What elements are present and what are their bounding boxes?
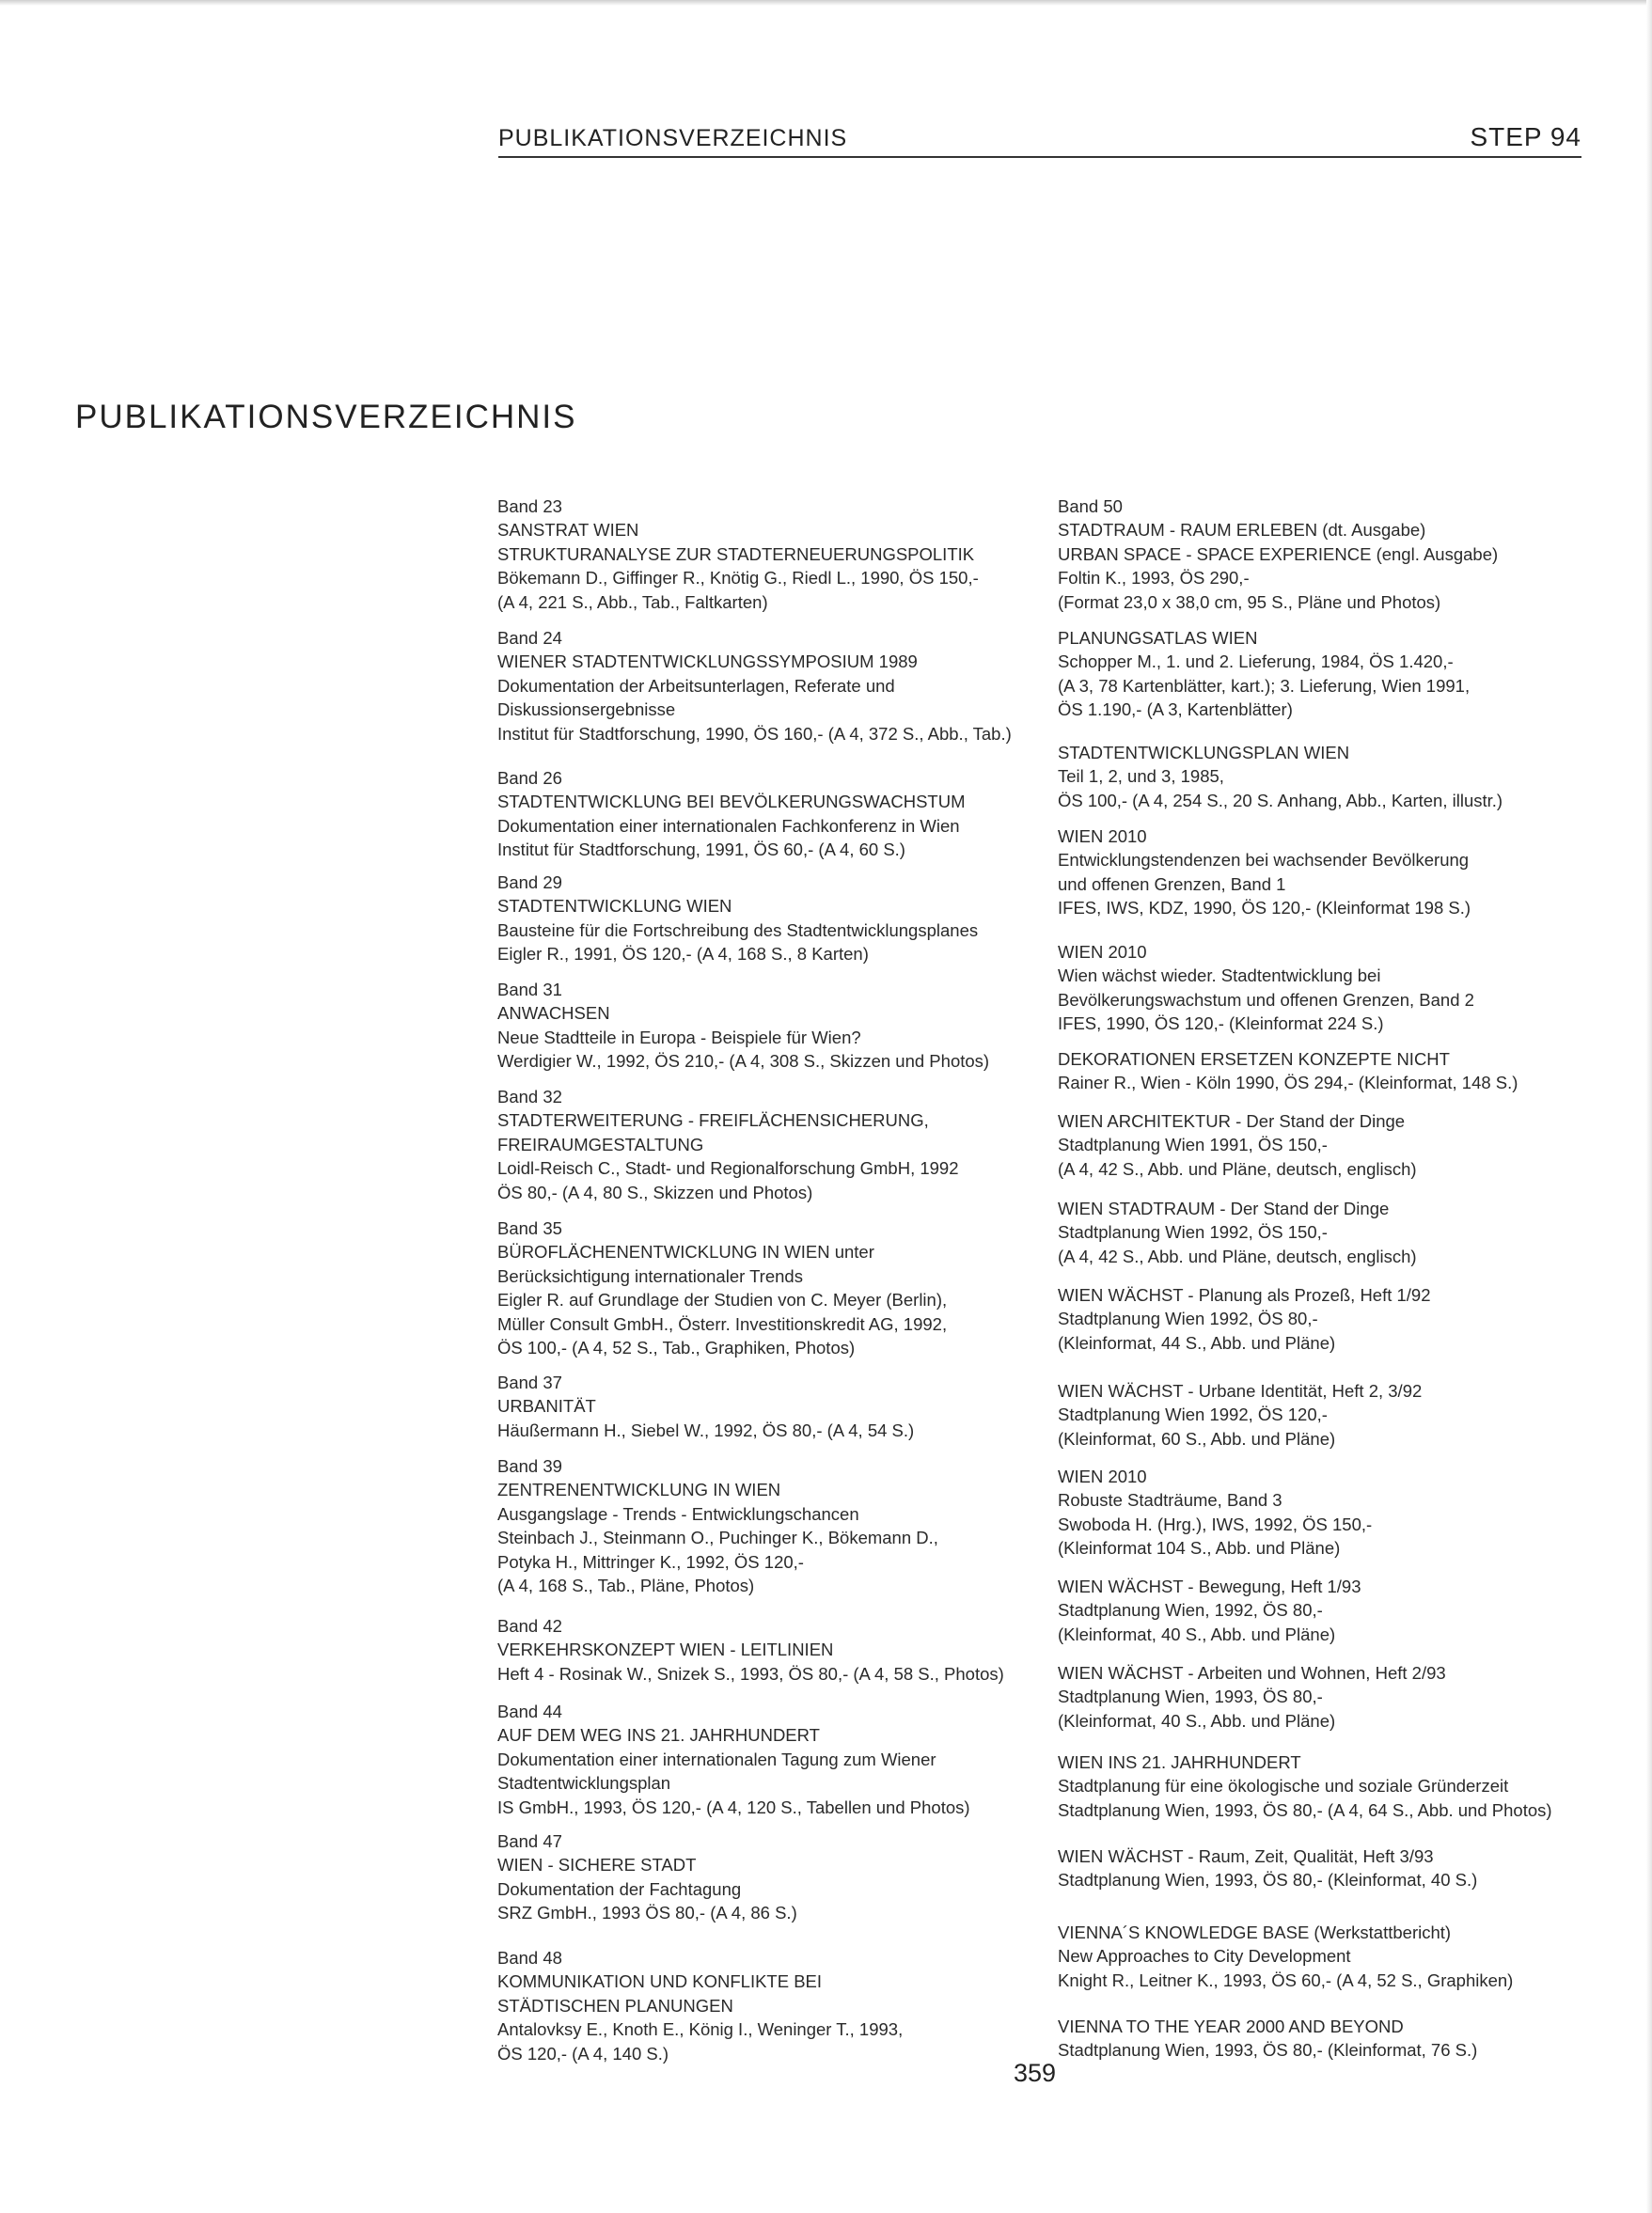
scan-edge [0,0,1652,6]
entry-line: SANSTRAT WIEN [497,520,639,541]
entry-line: ÖS 100,- (A 4, 254 S., 20 S. Anhang, Abb., Karten, illustr.) [1058,790,1503,810]
entry-line: Bausteine für die Fortschreibung des Stadtentwicklungsplanes [497,919,979,940]
entry-line: (Kleinformat, 60 S., Abb. und Pläne) [1058,1428,1336,1449]
entry-line: Robuste Stadträume, Band 3 [1058,1490,1282,1511]
entry-heading: Band 42 [497,1616,562,1636]
entry-line: ANWACHSEN [497,1003,610,1024]
entry-line: STADTRAUM - RAUM ERLEBEN (dt. Ausgabe) [1058,520,1426,541]
entry-heading: VIENNA´S KNOWLEDGE BASE (Werkstattbericht) [1058,1923,1452,1942]
entry-line: (A 4, 221 S., Abb., Tab., Faltkarten) [497,591,768,612]
entry-line: IS GmbH., 1993, ÖS 120,- (A 4, 120 S., Tabellen und Photos) [497,1797,970,1817]
entry-line: Stadtentwicklungsplan [497,1773,671,1794]
entry-line: Swoboda H. (Hrg.), IWS, 1992, ÖS 150,- [1058,1514,1373,1534]
entry-line: ÖS 1.190,- (A 3, Kartenblätter) [1058,699,1293,720]
entry-line: Stadtplanung Wien, 1993, ÖS 80,- (Kleinformat, 76 S.) [1058,2040,1478,2061]
running-head-section: PUBLIKATIONSVERZEICHNIS [498,125,848,151]
entry-line: Neue Stadtteile in Europa - Beispiele für Wien? [497,1027,861,1047]
entry-line: STADTERWEITERUNG - FREIFLÄCHENSICHERUNG, [497,1110,929,1131]
right-entry [1058,1047,1518,1095]
left-entry [497,1216,947,1359]
right-entry [1058,824,1471,920]
entry-line: STÄDTISCHEN PLANUNGEN [497,1995,733,2016]
entry-line: Dokumentation der Fachtagung [497,1878,742,1899]
right-entry [1058,1661,1446,1733]
entry-heading: WIEN WÄCHST - Urbane Identität, Heft 2, 3/92 [1058,1381,1423,1401]
entry-line: STADTENTWICKLUNG BEI BEVÖLKERUNGSWACHSTUM [497,792,966,812]
entry-line: Steinbach J., Steinmann O., Puchinger K., Bökemann D., [497,1528,938,1548]
left-entry [497,1085,959,1204]
left-entry [497,978,989,1074]
right-entry [1058,741,1503,812]
entry-line: Stadtplanung Wien, 1993, ÖS 80,- [1058,1687,1323,1707]
entry-line: Knight R., Leitner K., 1993, ÖS 60,- (A 4, 52 S., Graphiken) [1058,1970,1514,1990]
entry-line: WIENER STADTENTWICKLUNGSSYMPOSIUM 1989 [497,651,918,672]
entry-heading: WIEN WÄCHST - Bewegung, Heft 1/93 [1058,1577,1361,1596]
entry-heading: Band 26 [497,768,562,788]
entry-line: Bevölkerungswachstum und offenen Grenzen, Band 2 [1058,989,1474,1010]
entry-heading: WIEN INS 21. JAHRHUNDERT [1058,1752,1301,1772]
entry-line: Antalovksy E., Knoth E., König I., Weninger T., 1993, [497,2019,904,2040]
entry-line: Institut für Stadtforschung, 1991, ÖS 60,- (A 4, 60 S.) [497,840,905,860]
entry-line: Institut für Stadtforschung, 1990, ÖS 160,- (A 4, 372 S., Abb., Tab.) [497,723,1012,744]
right-entry [1058,1465,1372,1561]
right-entry [1058,494,1498,614]
page-number: 359 [1014,2059,1057,2087]
entry-line: STRUKTURANALYSE ZUR STADTERNEUERUNGSPOLITIK [497,543,975,564]
entry-line: SRZ GmbH., 1993 ÖS 80,- (A 4, 86 S.) [497,1903,797,1923]
entry-line: ÖS 120,- (A 4, 140 S.) [497,2043,669,2064]
entry-line: Entwicklungstendenzen bei wachsender Bevölkerung [1058,850,1470,871]
entry-line: Wien wächst wieder. Stadtentwicklung bei [1058,965,1381,986]
entry-line: WIEN - SICHERE STADT [497,1855,697,1876]
entry-line: Werdigier W., 1992, ÖS 210,- (A 4, 308 S., Skizzen und Photos) [497,1051,990,1072]
entry-heading: Band 31 [497,980,562,999]
entry-line: New Approaches to City Development [1058,1946,1351,1967]
entry-line: ÖS 80,- (A 4, 80 S., Skizzen und Photos) [497,1182,813,1202]
entry-line: Eigler R., 1991, ÖS 120,- (A 4, 168 S., 8 Karten) [497,944,869,965]
left-entry [497,1829,797,1925]
entry-line: (A 4, 168 S., Tab., Pläne, Photos) [497,1576,755,1596]
left-entry [497,1454,938,1597]
entry-line: Berücksichtigung internationaler Trends [497,1265,803,1286]
entry-line: (Kleinformat 104 S., Abb. und Pläne) [1058,1538,1341,1559]
entry-line: URBANITÄT [497,1396,596,1417]
entry-line: ÖS 100,- (A 4, 52 S., Tab., Graphiken, Photos) [497,1338,856,1358]
entry-line: AUF DEM WEG INS 21. JAHRHUNDERT [497,1725,820,1746]
entry-heading: WIEN STADTRAUM - Der Stand der Dinge [1058,1199,1390,1218]
entry-line: Foltin K., 1993, ÖS 290,- [1058,568,1250,589]
entry-heading: WIEN WÄCHST - Planung als Prozeß, Heft 1/92 [1058,1285,1431,1305]
entry-line: Bökemann D., Giffinger R., Knötig G., Riedl L., 1990, ÖS 150,- [497,568,979,589]
entry-line: Stadtplanung für eine ökologische und soziale Gründerzeit [1058,1776,1509,1797]
entry-line: Müller Consult GmbH., Österr. Investitionskredit AG, 1992, [497,1313,948,1334]
entry-line: Rainer R., Wien - Köln 1990, ÖS 294,- (Kleinformat, 148 S.) [1058,1073,1518,1093]
page-title: PUBLIKATIONSVERZEICHNIS [75,399,577,435]
left-entry [497,1614,1004,1686]
entry-line: Heft 4 - Rosinak W., Snizek S., 1993, ÖS 80,- (A 4, 58 S., Photos) [497,1663,1004,1684]
entry-line: (A 4, 42 S., Abb. und Pläne, deutsch, englisch) [1058,1158,1417,1179]
left-entry [497,626,1012,746]
right-entry [1058,1575,1361,1646]
entry-heading: Band 44 [497,1702,562,1721]
entry-line: Dokumentation der Arbeitsunterlagen, Referate und [497,675,895,696]
entry-line: BÜROFLÄCHENENTWICKLUNG IN WIEN unter [497,1242,874,1263]
entry-heading: Band 23 [497,496,562,516]
right-entry [1058,1844,1477,1892]
entry-line: Ausgangslage - Trends - Entwicklungschancen [497,1503,859,1524]
entry-line: Stadtplanung Wien, 1993, ÖS 80,- (A 4, 64 S., Abb. und Photos) [1058,1799,1552,1820]
entry-heading: WIEN WÄCHST - Raum, Zeit, Qualität, Heft 3/93 [1058,1846,1434,1866]
running-head-series: STEP 94 [1470,122,1581,151]
entry-heading: DEKORATIONEN ERSETZEN KONZEPTE NICHT [1058,1049,1450,1069]
entry-heading: Band 47 [497,1831,562,1851]
entry-line: (Kleinformat, 40 S., Abb. und Pläne) [1058,1624,1336,1644]
entry-line: und offenen Grenzen, Band 1 [1058,873,1286,894]
entry-line: Teil 1, 2, und 3, 1985, [1058,766,1224,787]
right-entry [1058,1109,1417,1181]
entry-heading: Band 39 [497,1456,562,1476]
entry-line: STADTENTWICKLUNG WIEN [497,896,732,917]
entry-heading: PLANUNGSATLAS WIEN [1058,628,1258,648]
entry-heading: WIEN ARCHITEKTUR - Der Stand der Dinge [1058,1111,1406,1131]
entry-line: Schopper M., 1. und 2. Lieferung, 1984, ÖS 1.420,- [1058,651,1454,672]
left-entry [497,766,966,862]
entry-line: Loidl-Reisch C., Stadt- und Regionalforschung GmbH, 1992 [497,1158,959,1179]
right-entry [1058,940,1474,1036]
entry-line: Stadtplanung Wien 1991, ÖS 150,- [1058,1135,1328,1155]
entry-heading: WIEN 2010 [1058,1467,1147,1486]
entry-line: Eigler R. auf Grundlage der Studien von C. Meyer (Berlin), [497,1290,948,1311]
entry-line: Stadtplanung Wien, 1993, ÖS 80,- (Kleinformat, 40 S.) [1058,1870,1478,1891]
entry-line: IFES, IWS, KDZ, 1990, ÖS 120,- (Kleinformat 198 S.) [1058,898,1471,918]
entry-line: (A 3, 78 Kartenblätter, kart.); 3. Lieferung, Wien 1991, [1058,675,1471,696]
right-entry [1058,2015,1477,2063]
entry-line: ZENTRENENTWICKLUNG IN WIEN [497,1480,781,1500]
entry-heading: Band 32 [497,1087,562,1106]
entry-heading: Band 50 [1058,496,1123,516]
entry-line: KOMMUNIKATION UND KONFLIKTE BEI [497,1971,823,1992]
entry-line: Stadtplanung Wien, 1992, ÖS 80,- [1058,1600,1323,1621]
entry-heading: Band 24 [497,628,562,648]
entry-heading: VIENNA TO THE YEAR 2000 AND BEYOND [1058,2017,1404,2036]
entry-line: FREIRAUMGESTALTUNG [497,1134,704,1154]
entry-heading: STADTENTWICKLUNGSPLAN WIEN [1058,743,1350,762]
entry-line: (Kleinformat, 40 S., Abb. und Pläne) [1058,1710,1336,1731]
right-entry [1058,626,1470,722]
entry-heading: Band 29 [497,872,562,892]
right-entry [1058,1379,1422,1451]
entry-line: (Format 23,0 x 38,0 cm, 95 S., Pläne und Photos) [1058,591,1441,612]
entry-line: Dokumentation einer internationalen Tagung zum Wiener [497,1749,936,1769]
right-entry [1058,1197,1417,1268]
entry-line: Stadtplanung Wien 1992, ÖS 80,- [1058,1309,1318,1329]
entry-line: VERKEHRSKONZEPT WIEN - LEITLINIEN [497,1640,834,1660]
entry-heading: Band 48 [497,1948,562,1968]
entry-line: Stadtplanung Wien 1992, ÖS 150,- [1058,1222,1328,1243]
left-entry [497,1371,914,1442]
entry-heading: Band 35 [497,1218,562,1238]
left-entry [497,494,979,614]
entry-line: Stadtplanung Wien 1992, ÖS 120,- [1058,1405,1328,1425]
right-entry [1058,1921,1513,1992]
left-entry [497,1946,903,2065]
entry-heading: WIEN WÄCHST - Arbeiten und Wohnen, Heft 2/93 [1058,1663,1446,1683]
entry-line: (Kleinformat, 44 S., Abb. und Pläne) [1058,1332,1336,1353]
entry-line: Diskussionsergebnisse [497,699,676,720]
entry-line: Häußermann H., Siebel W., 1992, ÖS 80,- (A 4, 54 S.) [497,1420,915,1440]
entry-line: Dokumentation einer internationalen Fachkonferenz in Wien [497,815,960,836]
entry-line: IFES, 1990, ÖS 120,- (Kleinformat 224 S.) [1058,1013,1384,1034]
entry-line: URBAN SPACE - SPACE EXPERIENCE (engl. Ausgabe) [1058,543,1499,564]
scan-edge-right [1646,0,1652,2213]
entry-heading: Band 37 [497,1373,562,1392]
entry-line: Potyka H., Mittringer K., 1992, ÖS 120,- [497,1551,804,1572]
running-head [498,120,1581,158]
entry-heading: WIEN 2010 [1058,942,1147,962]
right-entry [1058,1750,1552,1822]
entry-heading: WIEN 2010 [1058,826,1147,846]
entry-line: (A 4, 42 S., Abb. und Pläne, deutsch, englisch) [1058,1246,1417,1266]
left-entry [497,1700,970,1819]
right-entry [1058,1283,1431,1355]
left-entry [497,871,978,966]
